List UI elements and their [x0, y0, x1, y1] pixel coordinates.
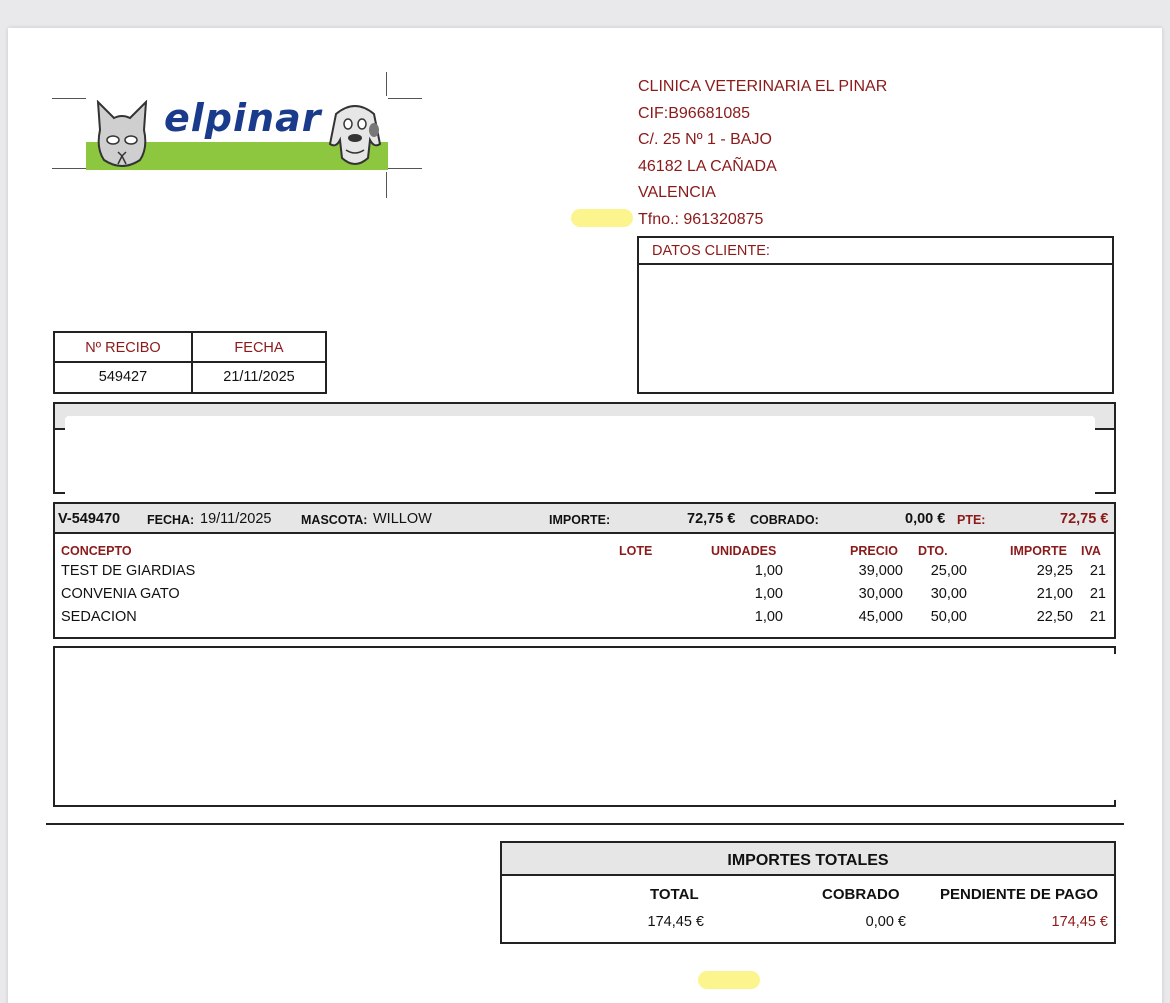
receipt-info-table: [53, 331, 327, 394]
invoice-amount-label: IMPORTE:: [549, 513, 611, 527]
clinic-name: CLINICA VETERINARIA EL PINAR: [638, 78, 888, 95]
invoice-block-redacted-top: [53, 402, 1116, 494]
line-precio: 45,000: [858, 609, 903, 625]
clinic-info: [638, 74, 887, 233]
line-importe: 22,50: [1036, 609, 1073, 625]
line-dto: 25,00: [930, 563, 967, 579]
clinic-address: C/. 25 Nº 1 - BAJO: [638, 131, 772, 148]
line-iva: 21: [1089, 609, 1106, 625]
clinic-phone: Tfno.: 961320875: [638, 210, 764, 228]
line-concepto: SEDACION: [61, 609, 137, 625]
line-dto: 30,00: [930, 586, 967, 602]
logo-wordmark: elpinar: [164, 96, 322, 140]
line-iva: 21: [1089, 586, 1106, 602]
redaction-overlay: [59, 654, 1119, 800]
col-dto: DTO.: [918, 544, 948, 558]
invoice-pet-label: MASCOTA:: [301, 513, 368, 527]
clinic-logo: [52, 72, 424, 200]
redaction-overlay: [65, 416, 1095, 498]
col-iva: IVA: [1081, 544, 1101, 558]
total-label: TOTAL: [650, 886, 699, 903]
invoice-pet: WILLOW: [373, 511, 432, 527]
line-iva: 21: [1089, 563, 1106, 579]
col-lote: LOTE: [619, 544, 653, 558]
receipt-number-label: Nº RECIBO: [85, 340, 161, 356]
invoice-date-label: FECHA:: [147, 513, 195, 527]
highlighter-mark: [698, 971, 760, 989]
line-unidades: 1,00: [754, 586, 783, 602]
collected-label: COBRADO: [822, 886, 900, 903]
line-unidades: 1,00: [754, 609, 783, 625]
line-concepto: CONVENIA GATO: [61, 586, 180, 602]
line-precio: 30,000: [858, 586, 903, 602]
invoice-date: 19/11/2025: [200, 511, 272, 527]
invoice-collected-label: COBRADO:: [750, 513, 819, 527]
line-precio: 39,000: [858, 563, 903, 579]
notes-block-redacted: [53, 646, 1116, 807]
invoice-block: [53, 502, 1116, 639]
client-data-box: [637, 236, 1114, 394]
col-importe: IMPORTE: [1010, 544, 1067, 558]
invoice-header-row: [55, 504, 1114, 534]
clinic-city: 46182 LA CAÑADA: [638, 157, 777, 175]
receipt-date: 21/11/2025: [223, 369, 295, 385]
line-unidades: 1,00: [754, 563, 783, 579]
invoice-pending-label: PTE:: [957, 513, 986, 527]
pending-value: 174,45 €: [1051, 914, 1108, 930]
client-data-header: DATOS CLIENTE:: [639, 238, 1112, 265]
totals-box: [500, 841, 1116, 944]
divider: [46, 823, 1124, 825]
col-precio: PRECIO: [850, 544, 898, 558]
line-dto: 50,00: [930, 609, 967, 625]
col-unidades: UNIDADES: [711, 544, 777, 558]
receipt-date-label: FECHA: [234, 340, 284, 356]
client-data-redacted: [651, 268, 1111, 390]
receipt-number: 549427: [98, 369, 148, 385]
invoice-amount: 72,75 €: [687, 511, 736, 527]
collected-value: 0,00 €: [865, 914, 906, 930]
col-concepto: CONCEPTO: [61, 544, 132, 558]
pending-label: PENDIENTE DE PAGO: [940, 886, 1099, 903]
clinic-cif: CIF:B96681085: [638, 104, 751, 122]
totals-title: IMPORTES TOTALES: [502, 843, 1114, 876]
line-importe: 21,00: [1036, 586, 1073, 602]
dog-icon: [324, 100, 386, 172]
cat-icon: [94, 100, 150, 172]
invoice-pending: 72,75 €: [1060, 511, 1109, 527]
highlighter-mark: [571, 209, 633, 227]
line-concepto: TEST DE GIARDIAS: [61, 563, 196, 579]
clinic-province: VALENCIA: [638, 184, 716, 201]
invoice-id: V-549470: [58, 511, 121, 527]
invoice-collected: 0,00 €: [905, 511, 946, 527]
line-importe: 29,25: [1036, 563, 1073, 579]
total-value: 174,45 €: [647, 914, 704, 930]
